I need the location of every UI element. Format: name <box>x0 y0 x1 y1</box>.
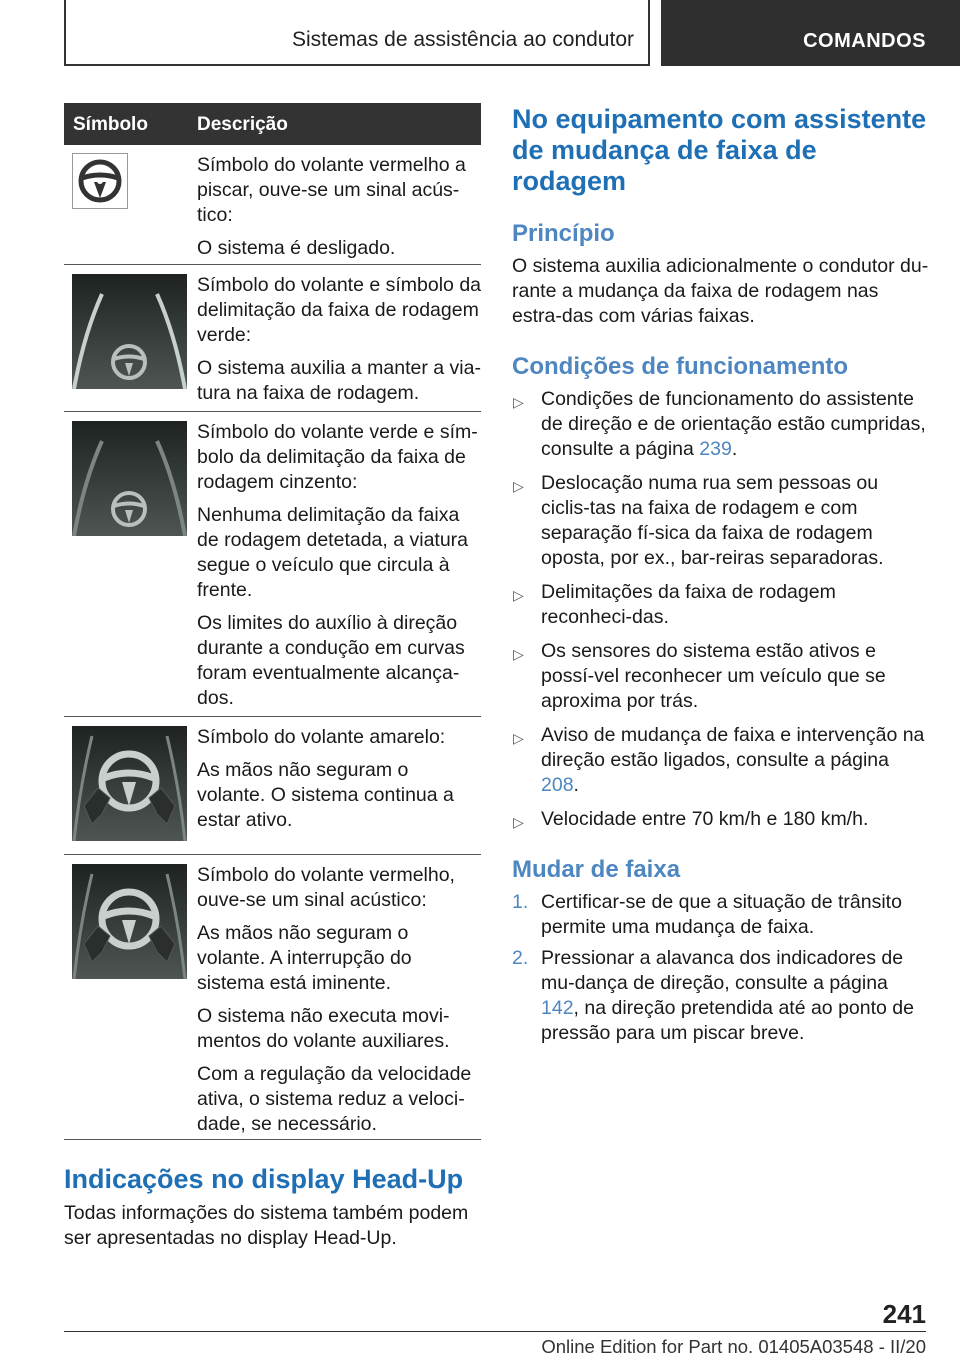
footer-divider <box>64 1331 862 1332</box>
chapter-tab <box>661 0 960 66</box>
list-item: ▷ Velocidade entre 70 km/h e 180 km/h. <box>512 807 930 832</box>
conditions-heading: Condições de funcionamento <box>512 353 849 380</box>
description-text: Símbolo do volante e símbolo da delimitação da faixa de rodagem verde: <box>197 274 482 346</box>
section-tab <box>64 0 650 66</box>
list-item: ▷ Aviso de mudança de faixa e intervenção na direção estão ligados, consulte a página 208. <box>513 724 925 796</box>
triangle-bullet-icon: ▷ <box>513 587 524 603</box>
row-description <box>197 855 481 1149</box>
list-item: ▷ Delimitações da faixa de rodagem reconheci-das. <box>513 581 836 628</box>
symbol-table <box>64 103 481 1140</box>
triangle-bullet-icon: ▷ <box>513 394 524 410</box>
page-link[interactable]: 208 <box>541 774 574 796</box>
description-text: Símbolo do volante vermelho, ouve-se um sinal acústico: <box>197 864 455 911</box>
change-lane-heading: Mudar de faixa <box>512 856 681 883</box>
description-text: As mãos não seguram o volante. A interrupção do sistema está iminente. <box>197 922 412 994</box>
footer-divider <box>862 1331 926 1332</box>
description-text: Símbolo do volante verde e sím-bolo da delimitação da faixa de rodagem cinzento: <box>197 421 478 493</box>
triangle-bullet-icon: ▷ <box>513 478 524 494</box>
description-text: Os limites do auxílio à direção durante a condução em curvas foram eventualmente alcança-dos. <box>197 612 465 709</box>
list-item: 2. Pressionar a alavanca dos indicadores de mu-dança de direção, consulte a página 142, na direção pretendida até ao ponto de pressão para um piscar breve. <box>512 947 914 1044</box>
row-description <box>197 717 481 845</box>
triangle-bullet-icon: ▷ <box>513 730 524 746</box>
step-number: 2. <box>512 947 529 969</box>
list-item: ▷ Condições de funcionamento do assistente de direção e de orientação estão cumpridas, consulte a página 239. <box>513 388 926 460</box>
hud-text: Todas informações do sistema também podem ser apresentadas no display Head-Up. <box>64 1202 469 1249</box>
row-description <box>197 412 481 723</box>
list-item: ▷ Deslocação numa rua sem pessoas ou ciclis-tas na faixa de rodagem e com separação fí-sica da faixa de rodagem oposta, por ex., bar-reiras separadoras. <box>513 472 884 569</box>
steering-wheel-red-icon <box>72 153 128 209</box>
step-number: 1. <box>512 891 529 913</box>
triangle-bullet-icon: ▷ <box>513 814 524 830</box>
hud-section <box>64 1164 481 1251</box>
table-row <box>64 265 481 412</box>
table-row <box>64 145 481 265</box>
column-header-symbol: Símbolo <box>73 114 148 135</box>
row-description <box>197 265 481 418</box>
table-header <box>64 103 481 145</box>
conditions-list <box>512 387 930 832</box>
steps-list <box>512 890 930 1046</box>
page-number: 241 <box>882 1299 926 1329</box>
principle-text: O sistema auxilia adicionalmente o condutor du-rante a mudança da faixa de rodagem nas estra-das com várias faixas. <box>512 255 929 327</box>
footer-edition: Online Edition for Part no. 01405A03548 - II/20 <box>541 1336 926 1357</box>
description-text: As mãos não seguram o volante. O sistema continua a estar ativo. <box>197 759 454 831</box>
description-text: Com a regulação da velocidade ativa, o sistema reduz a veloci-dade, se necessário. <box>197 1063 472 1135</box>
description-text: Símbolo do volante vermelho a piscar, ouve-se um sinal acús-tico: <box>197 154 466 226</box>
page-link[interactable]: 142 <box>541 997 574 1019</box>
steering-wheel-hands-yellow-icon <box>72 726 187 841</box>
description-text: Nenhuma delimitação da faixa de rodagem detetada, a viatura segue o veículo que circula à frente. <box>197 504 469 601</box>
description-text: O sistema é desligado. <box>197 237 396 259</box>
steering-wheel-grey-lanes-icon <box>72 421 187 536</box>
right-column <box>512 104 930 1046</box>
table-row <box>64 717 481 855</box>
steering-wheel-green-lanes-icon <box>72 274 187 389</box>
page-link[interactable]: 239 <box>699 438 732 460</box>
steering-wheel-hands-red-icon <box>72 864 187 979</box>
section-title: Sistemas de assistência ao condutor <box>291 28 634 51</box>
table-row <box>64 412 481 717</box>
chapter-title: COMANDOS <box>803 30 926 52</box>
description-text: Símbolo do volante amarelo: <box>197 726 446 748</box>
table-row <box>64 855 481 1140</box>
row-description <box>197 145 481 273</box>
column-header-description: Descrição <box>197 114 288 135</box>
description-text: O sistema não executa movi-mentos do volante auxiliares. <box>197 1005 450 1052</box>
principle-heading: Princípio <box>512 220 615 247</box>
list-item: ▷ Os sensores do sistema estão ativos e possí-vel reconhecer um veículo que se aproxima por trás. <box>513 640 886 712</box>
page-header <box>0 0 960 68</box>
triangle-bullet-icon: ▷ <box>513 646 524 662</box>
description-text: O sistema auxilia a manter a via-tura na faixa de rodagem. <box>197 357 481 404</box>
hud-heading: Indicações no display Head-Up <box>64 1164 464 1194</box>
list-item: 1. Certificar-se de que a situação de trânsito permite uma mudança de faixa. <box>512 891 902 938</box>
lane-change-heading: No equipamento com assistente de mudança de faixa de rodagem <box>512 104 927 196</box>
